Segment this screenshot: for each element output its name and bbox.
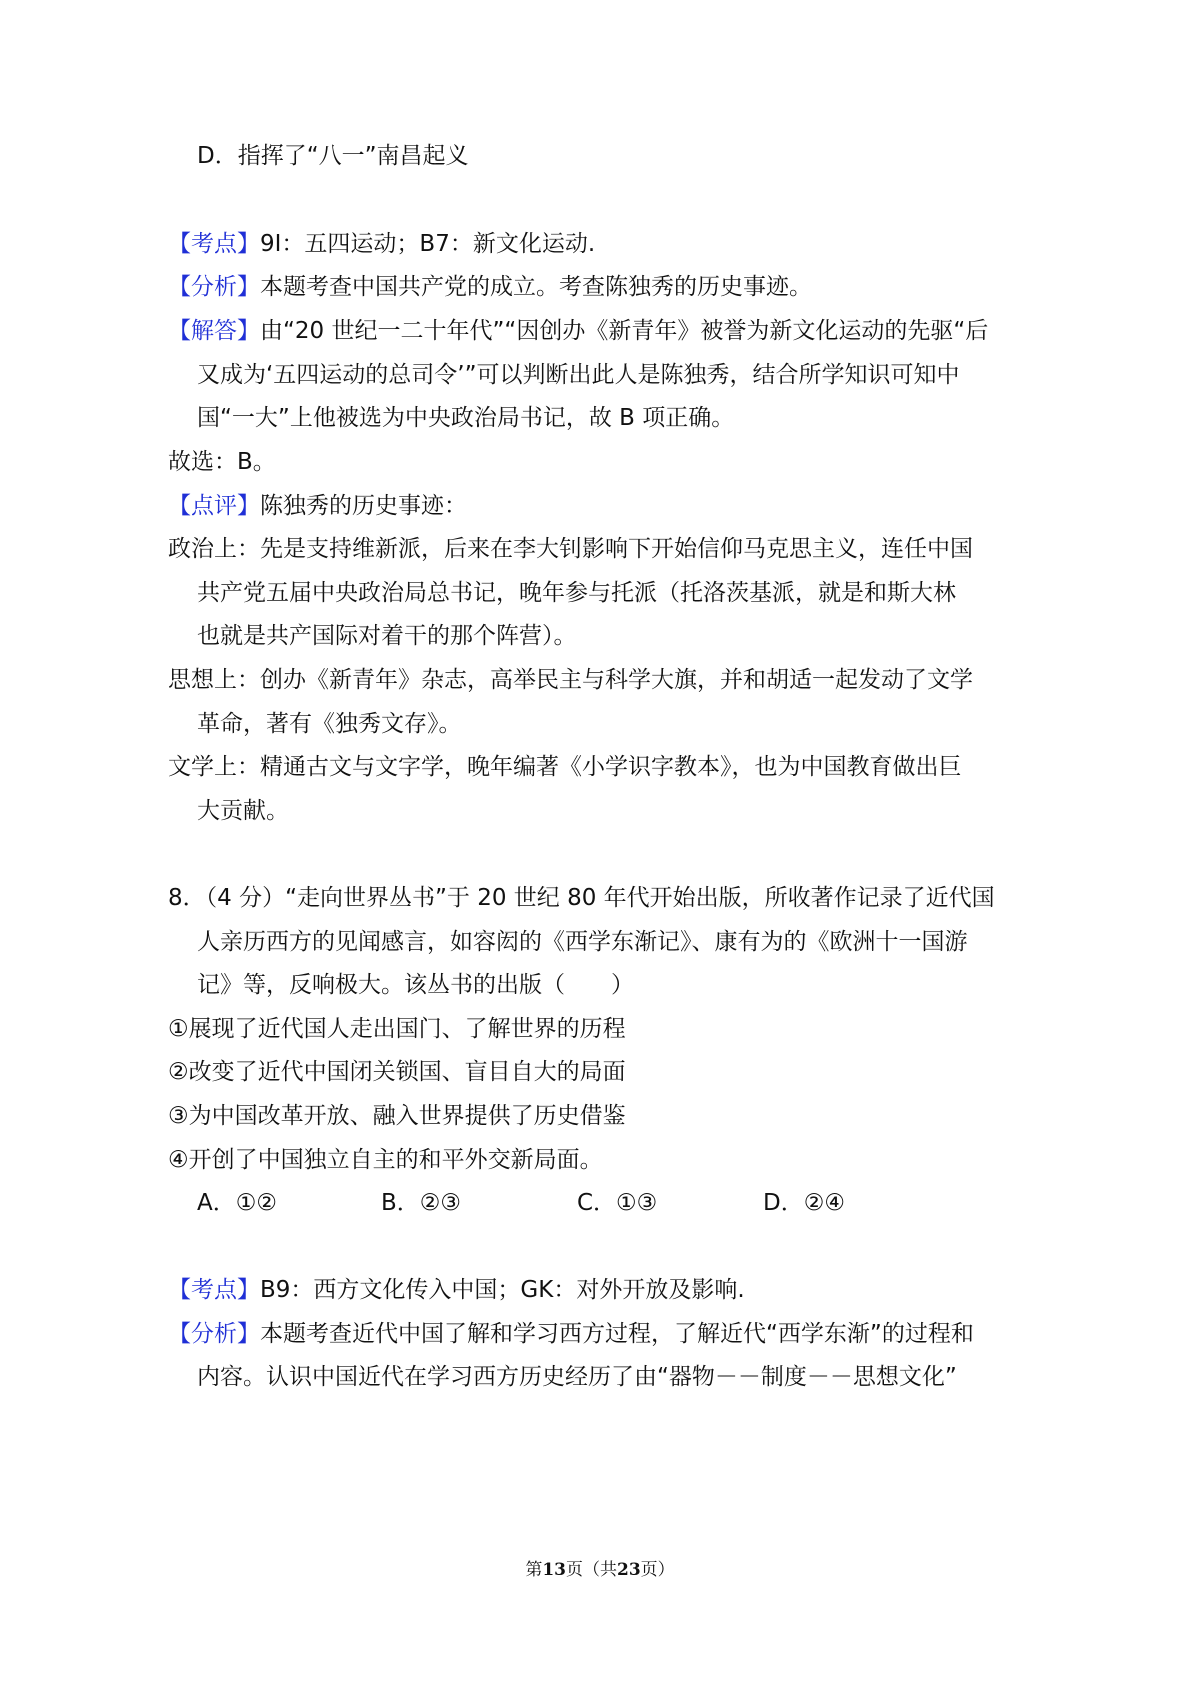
footer-page-number: 13 (542, 1560, 566, 1580)
footer-suffix: 页） (640, 1560, 675, 1580)
footer-prefix: 第 (525, 1560, 543, 1580)
wenxue-line2: 大贡献。 (197, 798, 289, 824)
q8-fenxi-text-1: 本题考查近代中国了解和学习西方过程，了解近代“西学东渐”的过程和 (260, 1321, 974, 1347)
q7-jieda-line3: 国“一大”上他被选为中央政治局书记，故 B 项正确。 (197, 405, 735, 431)
q8-fenxi-tag: 【分析】 (168, 1321, 260, 1347)
jieda-tag: 【解答】 (168, 318, 260, 344)
jieda-text-1: 由“20 世纪一二十年代”“因创办《新青年》被誉为新文化运动的先驱“后 (260, 318, 989, 344)
q8-fenxi-line1 (168, 1319, 974, 1349)
dianping-tag: 【点评】 (168, 493, 260, 519)
q8-kaodian (168, 1275, 745, 1305)
q7-answer: 故选：B。 (168, 449, 276, 475)
q7-jieda-line2: 又成为‘五四运动的总司令’”可以判断出此人是陈独秀，结合所学知识可知中 (197, 362, 960, 388)
sixiang-line1: 思想上：创办《新青年》杂志，高举民主与科学大旗，并和胡适一起发动了文学 (168, 667, 973, 693)
wenxue-line1: 文学上：精通古文与文字学，晚年编著《小学识字教本》，也为中国教育做出巨 (168, 754, 962, 780)
fenxi-text: 本题考查中国共产党的成立。考查陈独秀的历史事迹。 (260, 274, 812, 300)
q8-stem-line3: 记》等，反响极大。该丛书的出版（ ） (197, 972, 634, 998)
zhengzhi-line3: 也就是共产国际对着干的那个阵营）。 (197, 623, 577, 649)
kaodian-tag: 【考点】 (168, 231, 260, 257)
q8-stem-line1: 8．（4 分）“走向世界丛书”于 20 世纪 80 年代开始出版，所收著作记录了近代国 (168, 885, 995, 911)
q8-option-d: D．②④ (763, 1190, 845, 1216)
q8-stem-line2: 人亲历西方的见闻感言，如容闳的《西学东渐记》、康有为的《欧洲十一国游 (197, 929, 968, 955)
q8-option-c: C．①③ (577, 1190, 658, 1216)
zhengzhi-line2: 共产党五届中央政治局总书记，晚年参与托派（托洛茨基派，就是和斯大林 (197, 580, 956, 606)
q7-jieda-line1 (168, 316, 988, 346)
q8-item-2: ②改变了近代中国闭关锁国、盲目自大的局面 (168, 1059, 626, 1085)
q8-item-1: ①展现了近代国人走出国门、了解世界的历程 (168, 1016, 626, 1042)
q7-fenxi (168, 272, 812, 302)
page-footer (0, 1555, 1200, 1580)
q8-kaodian-tag: 【考点】 (168, 1277, 260, 1303)
q8-option-a: A．①② (197, 1190, 277, 1216)
q8-item-4: ④开创了中国独立自主的和平外交新局面。 (168, 1147, 603, 1173)
fenxi-tag: 【分析】 (168, 274, 260, 300)
sixiang-line2: 革命，著有《独秀文存》。 (197, 711, 462, 737)
q7-kaodian (168, 229, 595, 259)
q7-dianping (168, 491, 467, 521)
q8-kaodian-text: B9：西方文化传入中国；GK：对外开放及影响. (260, 1277, 745, 1303)
kaodian-text: 9I：五四运动；B7：新文化运动. (260, 231, 596, 257)
q8-option-b: B．②③ (381, 1190, 462, 1216)
zhengzhi-line1: 政治上：先是支持维新派，后来在李大钊影响下开始信仰马克思主义，连任中国 (168, 536, 973, 562)
dianping-text: 陈独秀的历史事迹： (260, 493, 467, 519)
q8-item-3: ③为中国改革开放、融入世界提供了历史借鉴 (168, 1103, 626, 1129)
q8-fenxi-line2: 内容。认识中国近代在学习西方历史经历了由“器物－－制度－－思想文化” (197, 1364, 957, 1390)
q7-option-d: D．指挥了“八一”南昌起义 (197, 143, 469, 169)
footer-middle: 页（共 (566, 1560, 617, 1580)
footer-total-pages: 23 (617, 1560, 641, 1580)
